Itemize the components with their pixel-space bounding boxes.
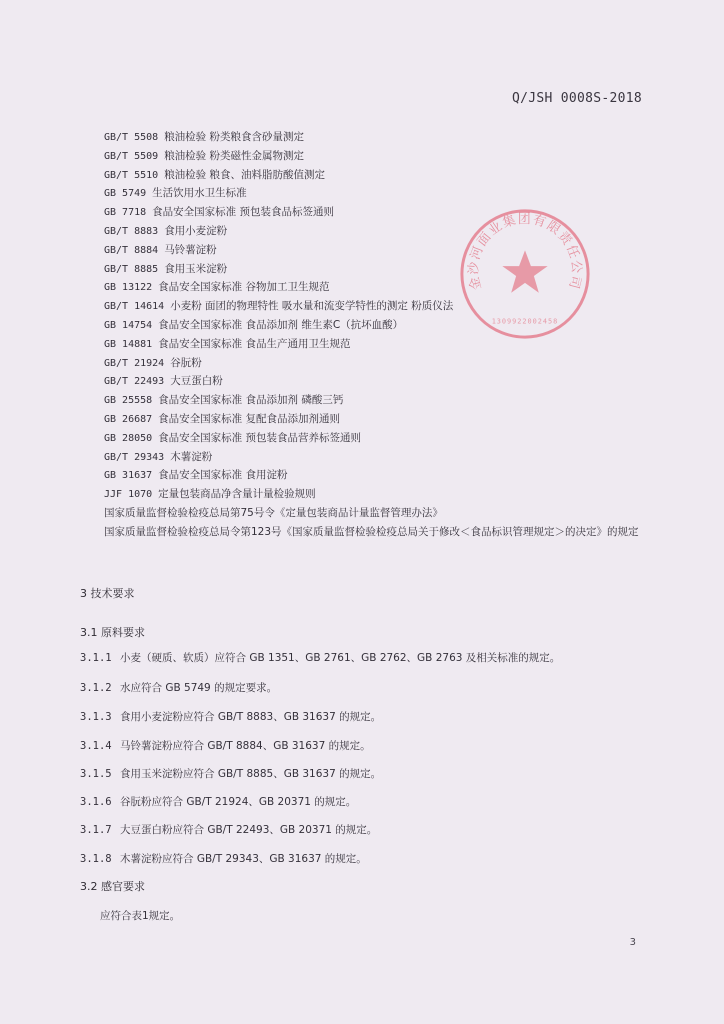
reference-line: GB 7718 食品安全国家标准 预包装食品标签通则 — [104, 206, 334, 219]
reference-line: GB/T 5508 粮油检验 粉类粮食含砂量测定 — [104, 131, 305, 143]
reference-line: GB/T 29343 木薯淀粉 — [104, 450, 213, 463]
regulation-order: 国家质量监督检验检疫总局第75号令《定量包装商品计量监督管理办法》 — [104, 506, 443, 519]
requirement-item: 3.1.3 食用小麦淀粉应符合 GB/T 8883、GB 31637 的规定。 — [80, 711, 382, 723]
subsection-title: 3.1 原料要求 — [80, 626, 145, 639]
reference-line: GB/T 8883 食用小麦淀粉 — [104, 224, 228, 237]
section-title: 3 技术要求 — [80, 587, 135, 600]
requirement-item: 3.1.4 马铃薯淀粉应符合 GB/T 8884、GB 31637 的规定。 — [80, 740, 371, 752]
requirement-item: 3.1.2 水应符合 GB 5749 的规定要求。 — [80, 682, 278, 694]
subsection-title: 3.2 感官要求 — [80, 880, 145, 893]
reference-line: GB/T 21924 谷朊粉 — [104, 356, 202, 369]
svg-text:金沙河面业集团有限责任公司: 金沙河面业集团有限责任公司 — [466, 212, 584, 292]
regulation-order: 国家质量监督检验检疫总局令第123号《国家质量监督检验检疫总局关于修改＜食品标识管理规定＞的决定》的规定 — [104, 525, 639, 538]
reference-line: GB 25558 食品安全国家标准 食品添加剂 磷酸三钙 — [104, 394, 344, 407]
reference-line: GB/T 5509 粮油检验 粉类磁性金属物测定 — [104, 149, 305, 162]
requirement-item: 3.1.8 木薯淀粉应符合 GB/T 29343、GB 31637 的规定。 — [80, 853, 367, 865]
reference-line: GB/T 8884 马铃薯淀粉 — [104, 243, 217, 256]
requirement-item: 3.1.7 大豆蛋白粉应符合 GB/T 22493、GB 20371 的规定。 — [80, 824, 378, 836]
reference-line: GB 28050 食品安全国家标准 预包装食品营养标签通则 — [104, 431, 362, 444]
reference-line: GB 5749 生活饮用水卫生标准 — [104, 187, 247, 200]
svg-text:1309922002458: 1309922002458 — [491, 317, 559, 326]
page-number: 3 — [629, 937, 636, 948]
reference-line: GB/T 5510 粮油检验 粮食、油料脂肪酸值测定 — [104, 168, 326, 181]
section-body: 应符合表1规定。 — [100, 910, 181, 922]
reference-line: GB 14754 食品安全国家标准 食品添加剂 维生素C（抗坏血酸） — [104, 318, 404, 331]
reference-line: GB/T 22493 大豆蛋白粉 — [104, 375, 223, 388]
reference-line: GB/T 8885 食用玉米淀粉 — [104, 262, 228, 275]
reference-line: GB 31637 食品安全国家标准 食用淀粉 — [104, 469, 288, 482]
requirement-item: 3.1.5 食用玉米淀粉应符合 GB/T 8885、GB 31637 的规定。 — [80, 768, 382, 780]
reference-line: GB 26687 食品安全国家标准 复配食品添加剂通则 — [104, 412, 341, 425]
requirement-item: 3.1.1 小麦（硬质、软质）应符合 GB 1351、GB 2761、GB 2762、GB 2763 及相关标准的规定。 — [80, 652, 561, 664]
reference-line: JJF 1070 定量包装商品净含量计量检验规则 — [104, 488, 316, 501]
reference-line: GB/T 14614 小麦粉 面团的物理特性 吸水量和流变学特性的测定 粉质仪法 — [104, 300, 454, 313]
standard-code: Q/JSH 0008S-2018 — [511, 91, 642, 106]
reference-line: GB 14881 食品安全国家标准 食品生产通用卫生规范 — [104, 337, 351, 350]
company-seal-stamp — [456, 205, 594, 343]
reference-line: GB 13122 食品安全国家标准 谷物加工卫生规范 — [104, 281, 330, 294]
requirement-item: 3.1.6 谷朊粉应符合 GB/T 21924、GB 20371 的规定。 — [80, 796, 357, 808]
